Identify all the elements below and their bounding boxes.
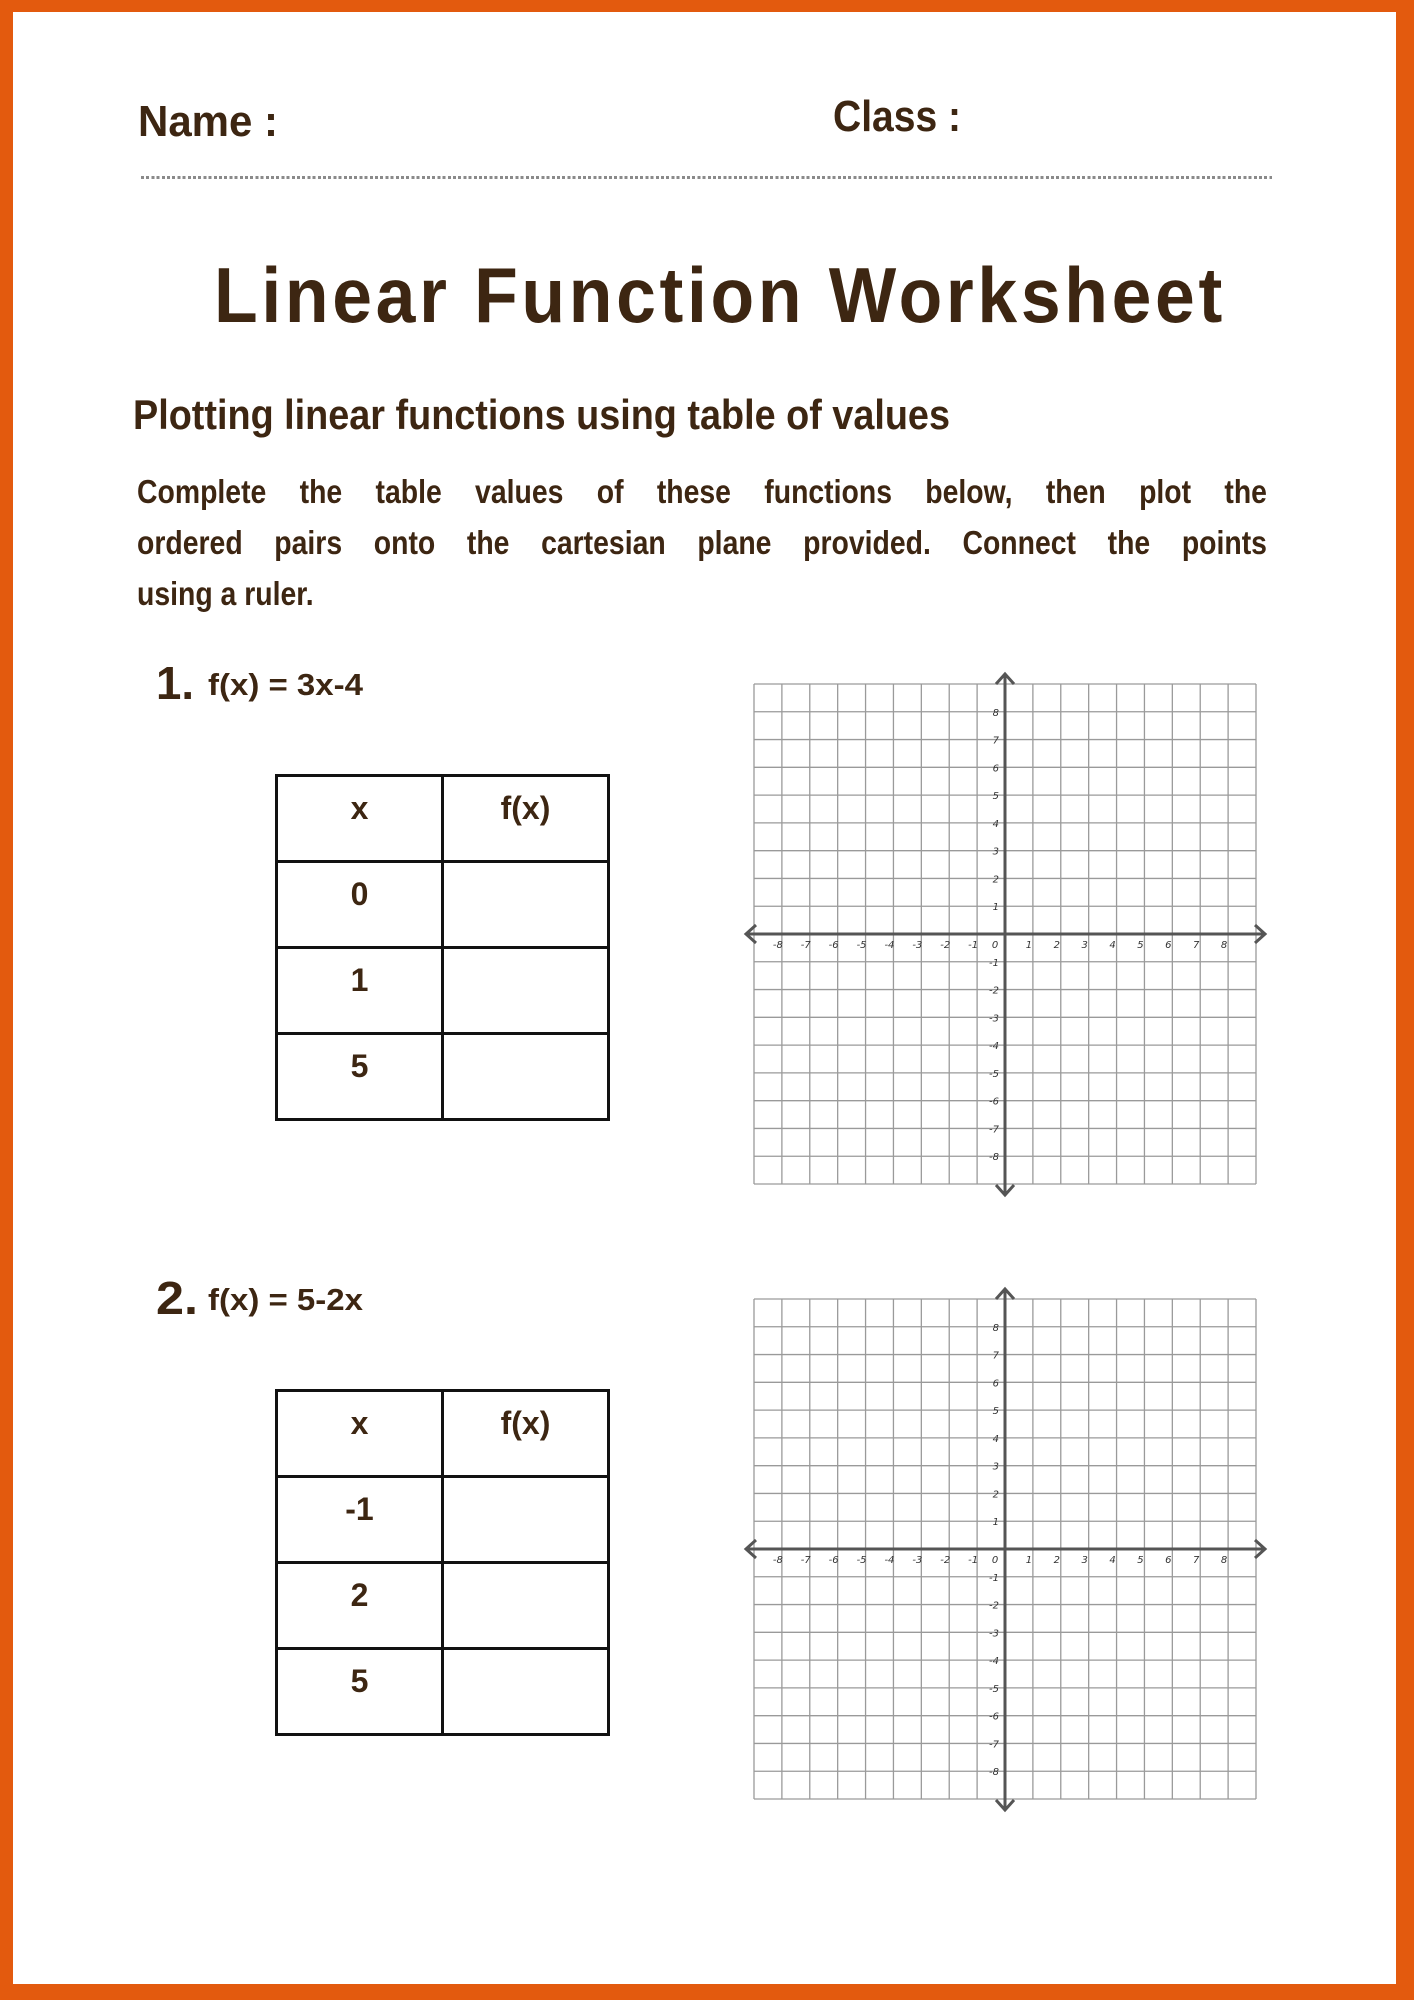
x-tick-label: 3 <box>1081 940 1088 951</box>
y-tick-label: 2 <box>992 1489 999 1501</box>
cell-x: 5 <box>277 1649 443 1735</box>
y-tick-label: -3 <box>989 1013 999 1025</box>
y-tick-label: -1 <box>989 957 999 969</box>
y-tick-label: 4 <box>992 1433 999 1445</box>
y-tick-label: 4 <box>992 818 999 830</box>
y-tick-label: 5 <box>992 1406 999 1418</box>
header-x: x <box>277 1391 443 1477</box>
name-label <box>138 97 285 146</box>
problem-1-number <box>156 657 194 709</box>
equation-text: f(x) = 3x-4 <box>208 667 363 702</box>
x-tick-label: 5 <box>1137 940 1144 951</box>
problem-2-value-table <box>275 1389 610 1736</box>
header-fx: f(x) <box>443 1391 609 1477</box>
x-tick-label: -3 <box>912 940 923 951</box>
class-label <box>833 92 977 141</box>
x-tick-label: 2 <box>1053 1555 1060 1566</box>
page-title <box>214 251 1318 339</box>
table-row <box>277 1649 609 1735</box>
y-tick-label: 6 <box>992 1378 999 1390</box>
y-tick-label: 7 <box>992 735 999 747</box>
y-tick-label: -2 <box>989 985 999 997</box>
instructions-line: using a ruler. <box>137 575 314 612</box>
name-label-text: Name : <box>138 97 278 146</box>
x-tick-label: -2 <box>940 1555 951 1566</box>
x-tick-label: 8 <box>1220 940 1228 951</box>
page-title-text: Linear Function Worksheet <box>214 251 1226 339</box>
y-tick-label: -8 <box>989 1152 999 1164</box>
y-tick-label: -3 <box>989 1628 999 1640</box>
x-tick-label: 0 <box>991 940 999 951</box>
x-tick-label: 1 <box>1025 1555 1033 1566</box>
x-tick-label: 4 <box>1109 940 1116 951</box>
y-tick-label: -5 <box>989 1683 999 1695</box>
name-class-dotted-line <box>141 176 1272 179</box>
table-header-row <box>277 776 609 862</box>
cartesian-plane-2[interactable] <box>740 1285 1280 1815</box>
y-tick-label: -7 <box>989 1739 999 1751</box>
y-tick-label: -7 <box>989 1124 999 1136</box>
y-tick-label: 2 <box>992 874 999 886</box>
x-tick-label: -6 <box>828 940 839 951</box>
y-tick-label: 6 <box>992 763 999 775</box>
x-tick-label: -8 <box>772 1555 783 1566</box>
problem-number-text: 2. <box>156 1272 199 1324</box>
equation-text: f(x) = 5-2x <box>208 1282 363 1317</box>
y-tick-label: -5 <box>989 1068 999 1080</box>
table-row <box>277 948 609 1034</box>
problem-2-number <box>156 1272 199 1324</box>
problem-number-text: 1. <box>156 657 194 709</box>
x-tick-label: -7 <box>800 940 811 951</box>
x-tick-label: 2 <box>1053 940 1060 951</box>
header-fx: f(x) <box>443 776 609 862</box>
cell-x: 0 <box>277 862 443 948</box>
y-tick-label: -4 <box>989 1041 999 1053</box>
x-tick-label: -2 <box>940 940 951 951</box>
y-tick-label: 3 <box>992 846 999 858</box>
instructions-line: ordered pairs onto the cartesian plane provided. Connect the points <box>137 524 1267 561</box>
table-row <box>277 1563 609 1649</box>
section-subtitle <box>133 391 1041 438</box>
x-tick-label: 4 <box>1109 1555 1116 1566</box>
x-tick-label: 0 <box>991 1555 999 1566</box>
x-tick-label: 7 <box>1193 1555 1200 1566</box>
y-tick-label: -2 <box>989 1600 999 1612</box>
cell-fx-input[interactable] <box>443 1477 609 1563</box>
x-tick-label: -4 <box>884 1555 895 1566</box>
cell-fx-input[interactable] <box>443 1034 609 1120</box>
instructions-line: Complete the table values of these functions below, then plot the <box>137 473 1267 510</box>
y-tick-label: 3 <box>992 1461 999 1473</box>
x-tick-label: 7 <box>1193 940 1200 951</box>
x-tick-label: 1 <box>1025 940 1033 951</box>
x-tick-label: -5 <box>856 940 867 951</box>
y-tick-label: -6 <box>989 1096 999 1108</box>
y-tick-label: -6 <box>989 1711 999 1723</box>
x-tick-label: -6 <box>828 1555 839 1566</box>
x-tick-label: 5 <box>1137 1555 1144 1566</box>
cell-fx-input[interactable] <box>443 862 609 948</box>
class-label-text: Class : <box>833 92 962 141</box>
y-tick-label: 1 <box>992 902 999 914</box>
x-tick-label: -1 <box>968 1555 979 1566</box>
cell-x: 1 <box>277 948 443 1034</box>
x-tick-label: -1 <box>968 940 979 951</box>
problem-1-value-table <box>275 774 610 1121</box>
x-tick-label: 8 <box>1220 1555 1228 1566</box>
x-tick-label: -8 <box>772 940 783 951</box>
cartesian-plane-1[interactable] <box>740 670 1280 1200</box>
y-tick-label: -4 <box>989 1656 999 1668</box>
y-tick-label: 8 <box>992 707 999 719</box>
table-header-row <box>277 1391 609 1477</box>
table-row <box>277 1034 609 1120</box>
x-tick-label: -3 <box>912 1555 923 1566</box>
cell-fx-input[interactable] <box>443 948 609 1034</box>
x-tick-label: 6 <box>1165 940 1172 951</box>
problem-1-equation <box>208 667 363 702</box>
cell-fx-input[interactable] <box>443 1563 609 1649</box>
cell-fx-input[interactable] <box>443 1649 609 1735</box>
y-tick-label: 8 <box>992 1322 999 1334</box>
y-tick-label: 7 <box>992 1350 999 1362</box>
x-tick-label: 3 <box>1081 1555 1088 1566</box>
x-tick-label: 6 <box>1165 1555 1172 1566</box>
problem-2-equation <box>208 1282 363 1317</box>
x-tick-label: -4 <box>884 940 895 951</box>
table-row <box>277 862 609 948</box>
section-subtitle-text: Plotting linear functions using table of values <box>133 391 950 438</box>
cell-x: 2 <box>277 1563 443 1649</box>
y-tick-label: -1 <box>989 1572 999 1584</box>
table-row <box>277 1477 609 1563</box>
y-tick-label: -8 <box>989 1767 999 1779</box>
y-tick-label: 1 <box>992 1517 999 1529</box>
x-tick-label: -7 <box>800 1555 811 1566</box>
y-tick-label: 5 <box>992 791 999 803</box>
x-tick-label: -5 <box>856 1555 867 1566</box>
header-x: x <box>277 776 443 862</box>
cell-x: -1 <box>277 1477 443 1563</box>
cell-x: 5 <box>277 1034 443 1120</box>
instructions <box>137 466 1267 619</box>
